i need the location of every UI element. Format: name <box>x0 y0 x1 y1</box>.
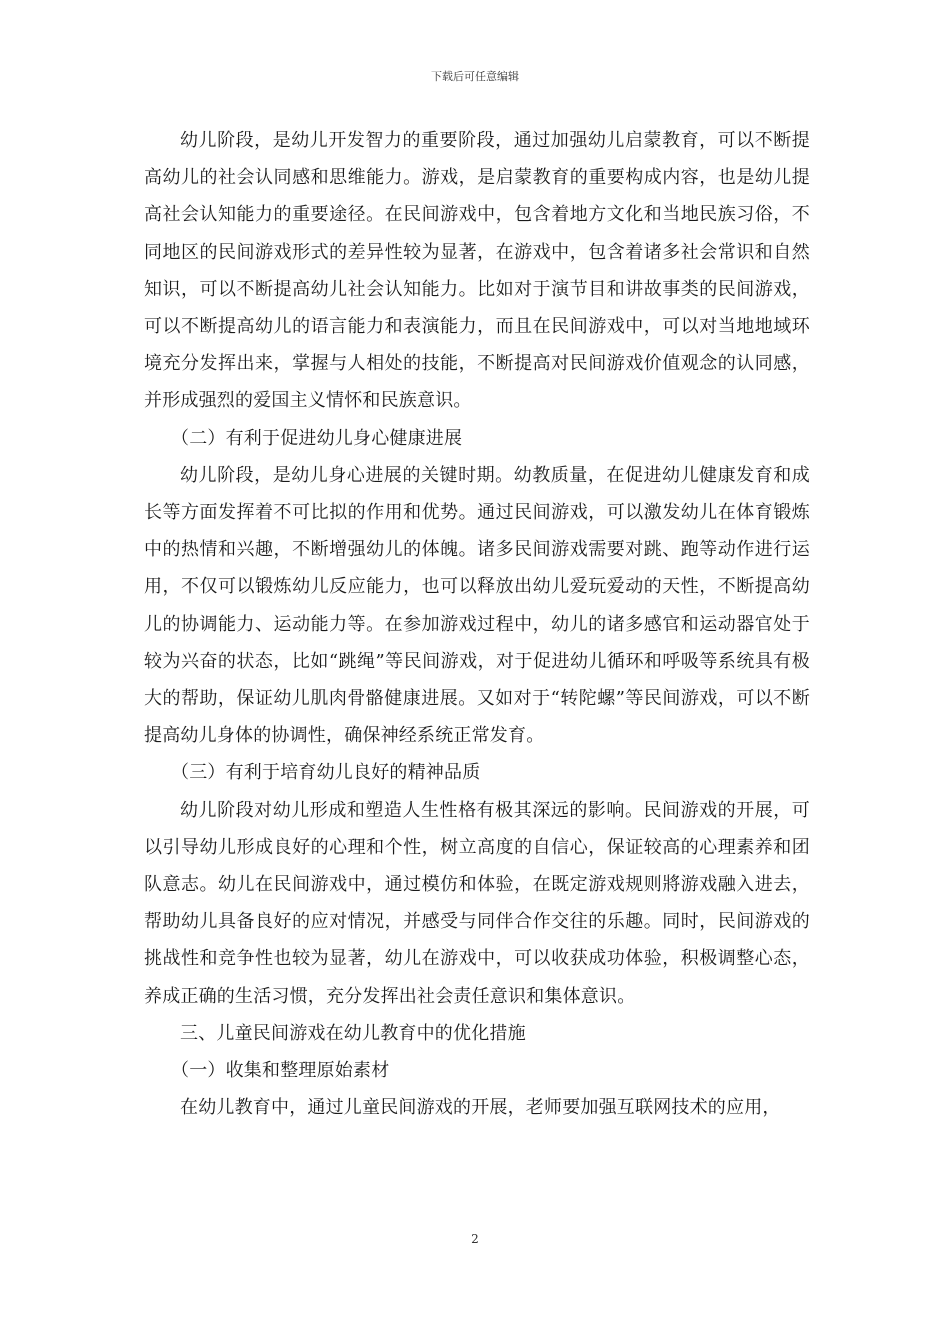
subsection-heading: （三）有利于培育幼儿良好的精神品质 <box>171 762 481 784</box>
page-header: 下载后可任意编辑 <box>431 70 519 83</box>
paragraph: 幼儿阶段，是幼儿开发智力的重要阶段，通过加强幼儿启蒙教育，可以不断提高幼儿的社会认同感和思维能力。游戏，是启蒙教育的重要构成内容，也是幼儿提高社会认知能力的重要途径。在民间游戏中，包含着地方文化和当地民族习俗，不同地区的民间游戏形式的差异性较为显著，在游戏中，包含着诸多社会常识和自然知识，可以不断提高幼儿社会认知能力。比如对于演节目和讲故事类的民间游戏，可以不断提高幼儿的语言能力和表演能力，而且在民间游戏中，可以对当地地域环境充分发挥出来，掌握与人相处的技能，不断提高对民间游戏价值观念的认同感，并形成强烈的爱国主义情怀和民族意识。 <box>144 130 810 412</box>
subsection-heading: （一）收集和整理原始素材 <box>171 1060 390 1082</box>
document-body <box>144 122 810 1126</box>
paragraph: 在幼儿教育中，通过儿童民间游戏的开展，老师要加强互联网技术的应用， <box>180 1097 781 1119</box>
subsection-heading: （二）有利于促进幼儿身心健康进展 <box>171 427 463 449</box>
paragraph: 幼儿阶段，是幼儿身心进展的关键时期。幼教质量，在促进幼儿健康发育和成长等方面发挥着不可比拟的作用和优势。通过民间游戏，可以激发幼儿在体育锻炼中的热情和兴趣，不断增强幼儿的体魄。诸多民间游戏需要对跳、跑等动作进行运用，不仅可以锻炼幼儿反应能力，也可以释放出幼儿爱玩爱动的天性，不断提高幼儿的协调能力、运动能力等。在参加游戏过程中，幼儿的诸多感官和运动器官处于较为兴奋的状态，比如“跳绳”等民间游戏，对于促进幼儿循环和呼吸等系统具有极大的帮助，保证幼儿肌肉骨骼健康进展。又如对于“转陀螺”等民间游戏，可以不断提高幼儿身体的协调性，确保神经系统正常发育。 <box>144 464 810 747</box>
page-number: 2 <box>471 1232 479 1246</box>
paragraph: 幼儿阶段对幼儿形成和塑造人生性格有极其深远的影响。民间游戏的开展，可以引导幼儿形成良好的心理和个性，树立高度的自信心，保证较高的心理素养和团队意志。幼儿在民间游戏中，通过模仿和体验，在既定游戏规则將游戏融入进去，帮助幼儿具备良好的应对情况，并感受与同伴合作交往的乐趣。同时，民间游戏的挑战性和竞争性也较为显著，幼儿在游戏中，可以收获成功体验，积极调整心态，养成正确的生活习惯，充分发挥出社会责任意识和集体意识。 <box>144 799 810 1007</box>
section-heading: 三、儿童民间游戏在幼儿教育中的优化措施 <box>180 1022 526 1044</box>
